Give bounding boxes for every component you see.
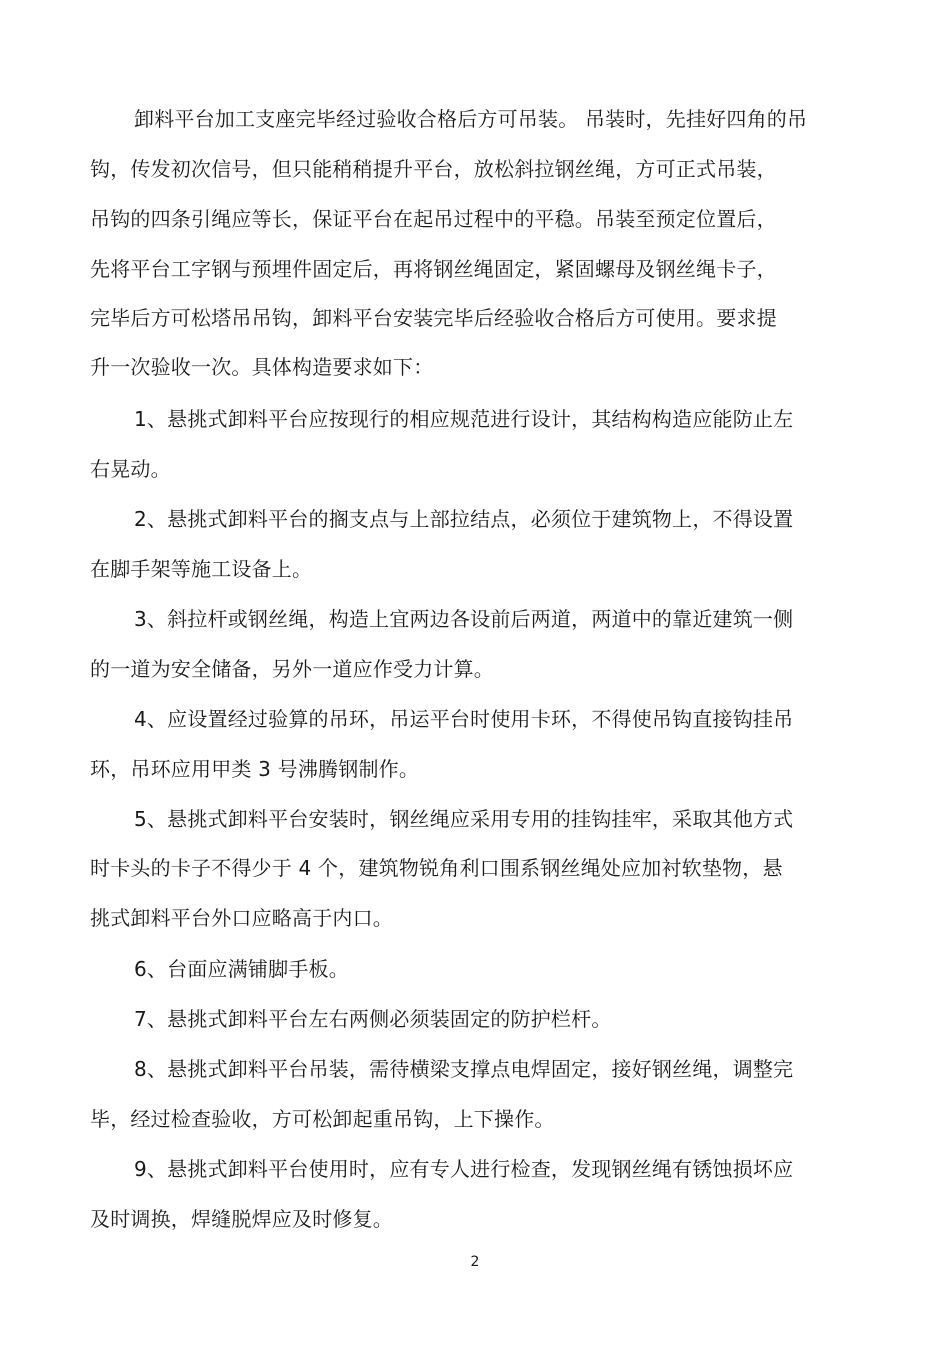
list-item-line: 7、悬挑式卸料平台左右两侧必须装固定的防护栏杆。 <box>134 1007 612 1031</box>
list-item-line: 挑式卸料平台外口应略高于内口。 <box>90 906 393 930</box>
list-item-line: 的一道为安全储备，另外一道应作受力计算。 <box>90 657 494 681</box>
body-text-line: 钩，传发初次信号，但只能稍稍提升平台，放松斜拉钢丝绳，方可正式吊装， <box>90 157 777 181</box>
list-item-line: 1、悬挑式卸料平台应按现行的相应规范进行设计，其结构构造应能防止左 <box>134 407 794 431</box>
list-item-line: 2、悬挑式卸料平台的搁支点与上部拉结点，必须位于建筑物上，不得设置 <box>134 507 794 531</box>
list-item-line: 6、台面应满铺脚手板。 <box>134 957 349 981</box>
list-item-line: 3、斜拉杆或钢丝绳，构造上宜两边各设前后两道，两道中的靠近建筑一侧 <box>134 607 794 631</box>
list-item-line: 9、悬挑式卸料平台使用时，应有专人进行检查，发现钢丝绳有锈蚀损坏应 <box>134 1157 794 1181</box>
body-text-line: 升一次验收一次。具体构造要求如下： <box>90 355 434 379</box>
list-item-line: 环，吊环应用甲类 3 号沸腾钢制作。 <box>90 757 420 781</box>
list-item-line: 毕，经过检查验收，方可松卸起重吊钩，上下操作。 <box>90 1107 555 1131</box>
body-text-line: 完毕后方可松塔吊吊钩，卸料平台安装完毕后经验收合格后方可使用。要求提 <box>90 306 777 330</box>
page-number: 2 <box>470 1254 480 1270</box>
list-item-line: 8、悬挑式卸料平台吊装，需待横梁支撑点电焊固定，接好钢丝绳，调整完 <box>134 1057 794 1081</box>
list-item-line: 在脚手架等施工设备上。 <box>90 557 313 581</box>
body-text-line: 先将平台工字钢与预埋件固定后，再将钢丝绳固定，紧固螺母及钢丝绳卡子， <box>90 257 777 281</box>
list-item-line: 时卡头的卡子不得少于 4 个，建筑物锐角利口围系钢丝绳处应加衬软垫物，悬 <box>90 856 783 880</box>
list-item-line: 4、应设置经过验算的吊环，吊运平台时使用卡环，不得使吊钩直接钩挂吊 <box>134 707 794 731</box>
list-item-line: 及时调换，焊缝脱焊应及时修复。 <box>90 1207 393 1231</box>
list-item-line: 5、悬挑式卸料平台安装时，钢丝绳应采用专用的挂钩挂牢，采取其他方式 <box>134 807 794 831</box>
body-text-line: 卸料平台加工支座完毕经过验收合格后方可吊装。 吊装时，先挂好四角的吊 <box>134 107 808 131</box>
list-item-line: 右晃动。 <box>90 457 171 481</box>
body-text-line: 吊钩的四条引绳应等长，保证平台在起吊过程中的平稳。吊装至预定位置后， <box>90 207 777 231</box>
